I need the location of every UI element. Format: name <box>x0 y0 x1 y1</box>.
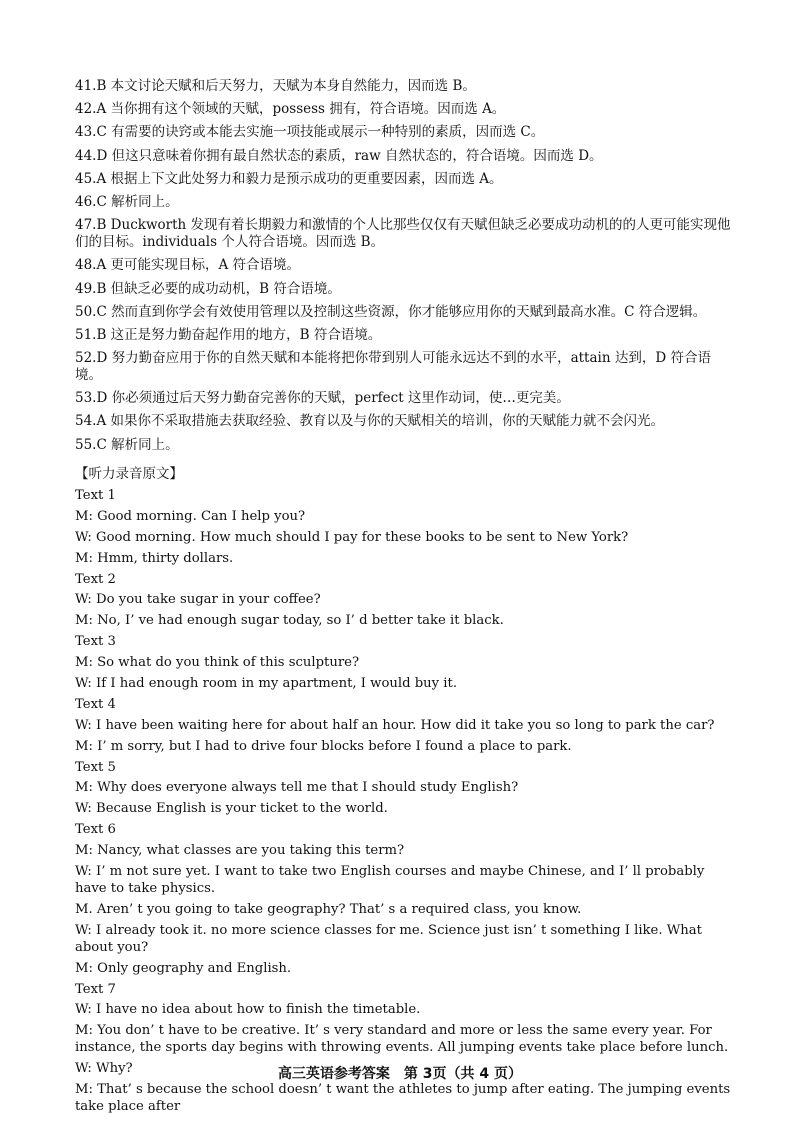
transcript-line: M: You don’ t have to be creative. It’ s very standard and more or less the same every year. For instance, the sports day begins with throwing events. All jumping events take place before lunch. <box>75 1023 729 1056</box>
transcript-line: M. Aren’ t you going to take geography? That’ s a required class, you know. <box>75 901 582 917</box>
answer-44: 44.D 但这只意味着你拥有最自然状态的素质，raw 自然状态的，符合语境。因而选 D。 <box>75 147 603 164</box>
answer-55: 55.C 解析同上。 <box>75 436 179 453</box>
answer-51: 51.B 这正是努力勤奋起作用的地方，B 符合语境。 <box>75 326 382 343</box>
transcript-line: M: I’ m sorry, but I had to drive four blocks before I found a place to park. <box>75 738 572 754</box>
transcript-line: W: If I had enough room in my apartment, I would buy it. <box>75 676 458 692</box>
transcript-line: M: Only geography and English. <box>75 960 292 976</box>
transcript-line: M: That’ s because the school doesn’ t want the athletes to jump after eating. The jumping events take place after <box>75 1082 731 1115</box>
transcript-line: Text 3 <box>75 634 116 650</box>
transcript-line: M: Hmm, thirty dollars. <box>75 550 234 566</box>
answer-42: 42.A 当你拥有这个领域的天赋，possess 拥有，符合语境。因而选 A。 <box>75 101 506 118</box>
transcript-line: Text 1 <box>75 488 116 503</box>
transcript-line: W: Do you take sugar in your coffee? <box>75 592 321 608</box>
answer-52: 52.D 努力勤奋应用于你的自然天赋和本能将把你带到别人可能永远达不到的水平，attain 达到，D 符合语境。 <box>75 350 711 384</box>
listening-transcript <box>75 466 735 1119</box>
answer-50: 50.C 然而直到你学会有效使用管理以及控制这些资源，你才能够应用你的天赋到最高水准。C 符合逻辑。 <box>75 303 707 320</box>
transcript-line: M: Nancy, what classes are you taking this term? <box>75 843 405 859</box>
answer-46: 46.C 解析同上。 <box>75 193 179 210</box>
answer-explanations <box>75 78 735 460</box>
answer-48: 48.A 更可能实现目标，A 符合语境。 <box>75 257 301 274</box>
answer-53: 53.D 你必须通过后天努力勤奋完善你的天赋，perfect 这里作动词，使…更完美。 <box>75 390 570 407</box>
transcript-line: W: I’ m not sure yet. I want to take two English courses and maybe Chinese, and I’ ll probably have to take physics. <box>75 864 705 897</box>
transcript-line: W: I already took it. no more science classes for me. Science just isn’ t something I like. What about you? <box>75 922 702 955</box>
transcript-line: W: I have been waiting here for about half an hour. How did it take you so long to park the car? <box>75 717 715 733</box>
transcript-line: Text 7 <box>75 981 116 997</box>
transcript-line: M: So what do you think of this sculpture? <box>75 655 360 671</box>
transcript-line: W: Good morning. How much should I pay for these books to be sent to New York? <box>75 529 629 545</box>
transcript-line: W: I have no idea about how to finish the timetable. <box>75 1002 421 1018</box>
answer-45: 45.A 根据上下文此处努力和毅力是预示成功的更重要因素，因而选 A。 <box>75 170 503 187</box>
transcript-heading: 【听力录音原文】 <box>75 466 183 482</box>
transcript-line: Text 2 <box>75 571 116 587</box>
transcript-line: Text 4 <box>75 696 116 712</box>
answer-47: 47.B Duckworth 发现有着长期毅力和激情的个人比那些仅仅有天赋但缺乏必要成功动机的的人更可能实现他们的目标。individuals 个人符合语境。因而选 B。 <box>75 217 731 251</box>
answer-41: 41.B 本文讨论天赋和后天努力，天赋为本身自然能力，因而选 B。 <box>75 78 476 94</box>
transcript-line: Text 6 <box>75 822 116 838</box>
answer-54: 54.A 如果你不采取措施去获取经验、教育以及与你的天赋相关的培训，你的天赋能力就不会闪光。 <box>75 413 665 430</box>
answer-43: 43.C 有需要的诀窍或本能去实施一项技能或展示一种特别的素质，因而选 C。 <box>75 124 545 141</box>
transcript-line: M: Good morning. Can I help you? <box>75 508 306 524</box>
transcript-line: M: Why does everyone always tell me that I should study English? <box>75 780 519 796</box>
transcript-line: W: Because English is your ticket to the world. <box>75 801 388 817</box>
transcript-line: W: Why? <box>75 1061 133 1077</box>
transcript-line: M: No, I’ ve had enough sugar today, so I’ d better take it black. <box>75 613 504 629</box>
page-footer: 高三英语参考答案 第 3页（共 4 页） <box>277 1066 523 1082</box>
answer-49: 49.B 但缺乏必要的成功动机，B 符合语境。 <box>75 280 341 297</box>
transcript-line: Text 5 <box>75 759 116 775</box>
